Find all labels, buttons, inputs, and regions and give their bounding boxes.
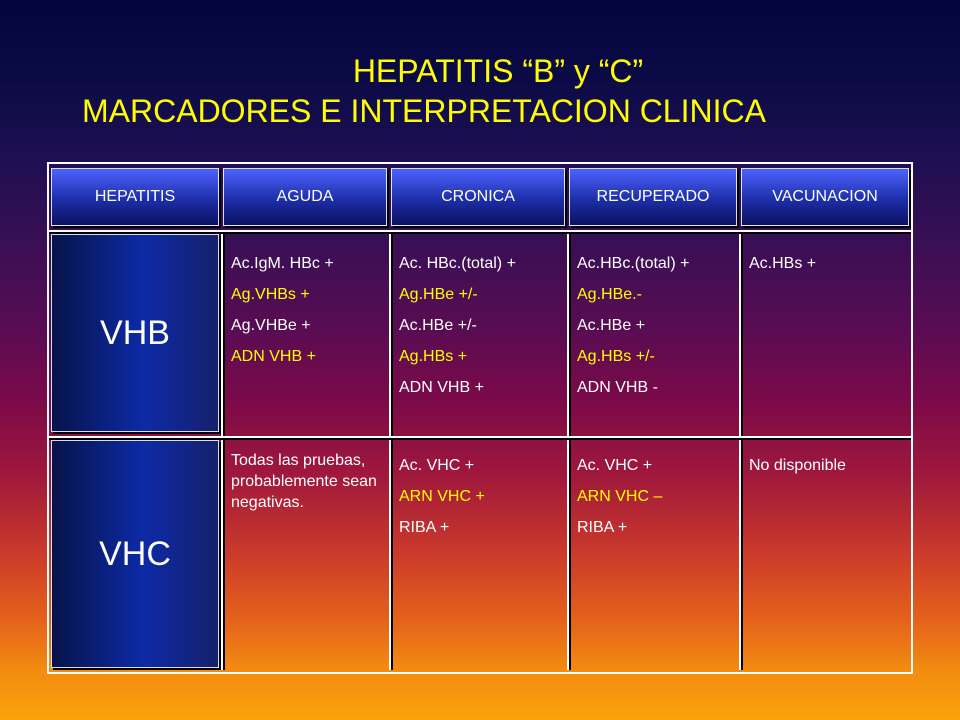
marker-line: Ag.VHBe +: [231, 317, 311, 334]
cell-vhc-aguda: [223, 440, 387, 668]
marker-line: ADN VHB +: [399, 379, 484, 396]
marker-line: Ag.HBe.-: [577, 286, 642, 303]
marker-line: Ac.IgM. HBc +: [231, 255, 334, 272]
marker-line: Ag.VHBs +: [231, 286, 310, 303]
marker-line: ARN VHC –: [577, 488, 663, 505]
row-label-vhb: VHB: [51, 234, 219, 432]
cell-vhc-vacunacion: [741, 440, 909, 668]
header-cronica: CRONICA: [391, 168, 565, 226]
marker-line: Ac. HBc.(total) +: [399, 255, 516, 272]
cell-vhc-cronica: [391, 440, 565, 668]
slide-subtitle: MARCADORES E INTERPRETACION CLINICA: [82, 93, 766, 129]
cell-vhb-cronica: [391, 238, 565, 434]
marker-line: Ac.HBe +: [577, 317, 646, 334]
header-hepatitis: HEPATITIS: [51, 168, 219, 226]
column-divider: [389, 234, 391, 670]
marker-line: RIBA +: [399, 519, 450, 536]
marker-line: Ag.HBs +/-: [577, 348, 655, 365]
marker-line: Ag.HBe +/-: [399, 286, 478, 303]
markers-table: [47, 162, 913, 674]
marker-line: ADN VHB +: [231, 348, 316, 365]
row-label-vhc: VHC: [51, 440, 219, 668]
row-divider: [49, 436, 911, 438]
marker-line: Ag.HBs +: [399, 348, 468, 365]
slide-title: HEPATITIS “B” y “C”: [352, 53, 644, 89]
header-recuperado: RECUPERADO: [569, 168, 737, 226]
marker-line: RIBA +: [577, 519, 628, 536]
marker-line: ARN VHC +: [399, 488, 485, 505]
row-divider: [49, 230, 911, 232]
cell-vhb-vacunacion: [741, 238, 909, 434]
marker-line: Todas las pruebas, probablemente sean negativas.: [231, 452, 377, 511]
marker-line: Ac.HBs +: [749, 255, 817, 272]
column-divider: [567, 234, 569, 670]
cell-vhc-recuperado: [569, 440, 737, 668]
cell-vhb-aguda: [223, 238, 387, 434]
marker-line: Ac.HBe +/-: [399, 317, 477, 334]
column-divider: [739, 234, 741, 670]
marker-line: Ac.HBc.(total) +: [577, 255, 690, 272]
marker-line: Ac. VHC +: [577, 457, 653, 474]
marker-line: Ac. VHC +: [399, 457, 475, 474]
header-vacunacion: VACUNACION: [741, 168, 909, 226]
cell-vhb-recuperado: [569, 238, 737, 434]
marker-line: No disponible: [749, 457, 846, 474]
column-divider: [221, 234, 223, 670]
header-aguda: AGUDA: [223, 168, 387, 226]
marker-line: ADN VHB -: [577, 379, 658, 396]
